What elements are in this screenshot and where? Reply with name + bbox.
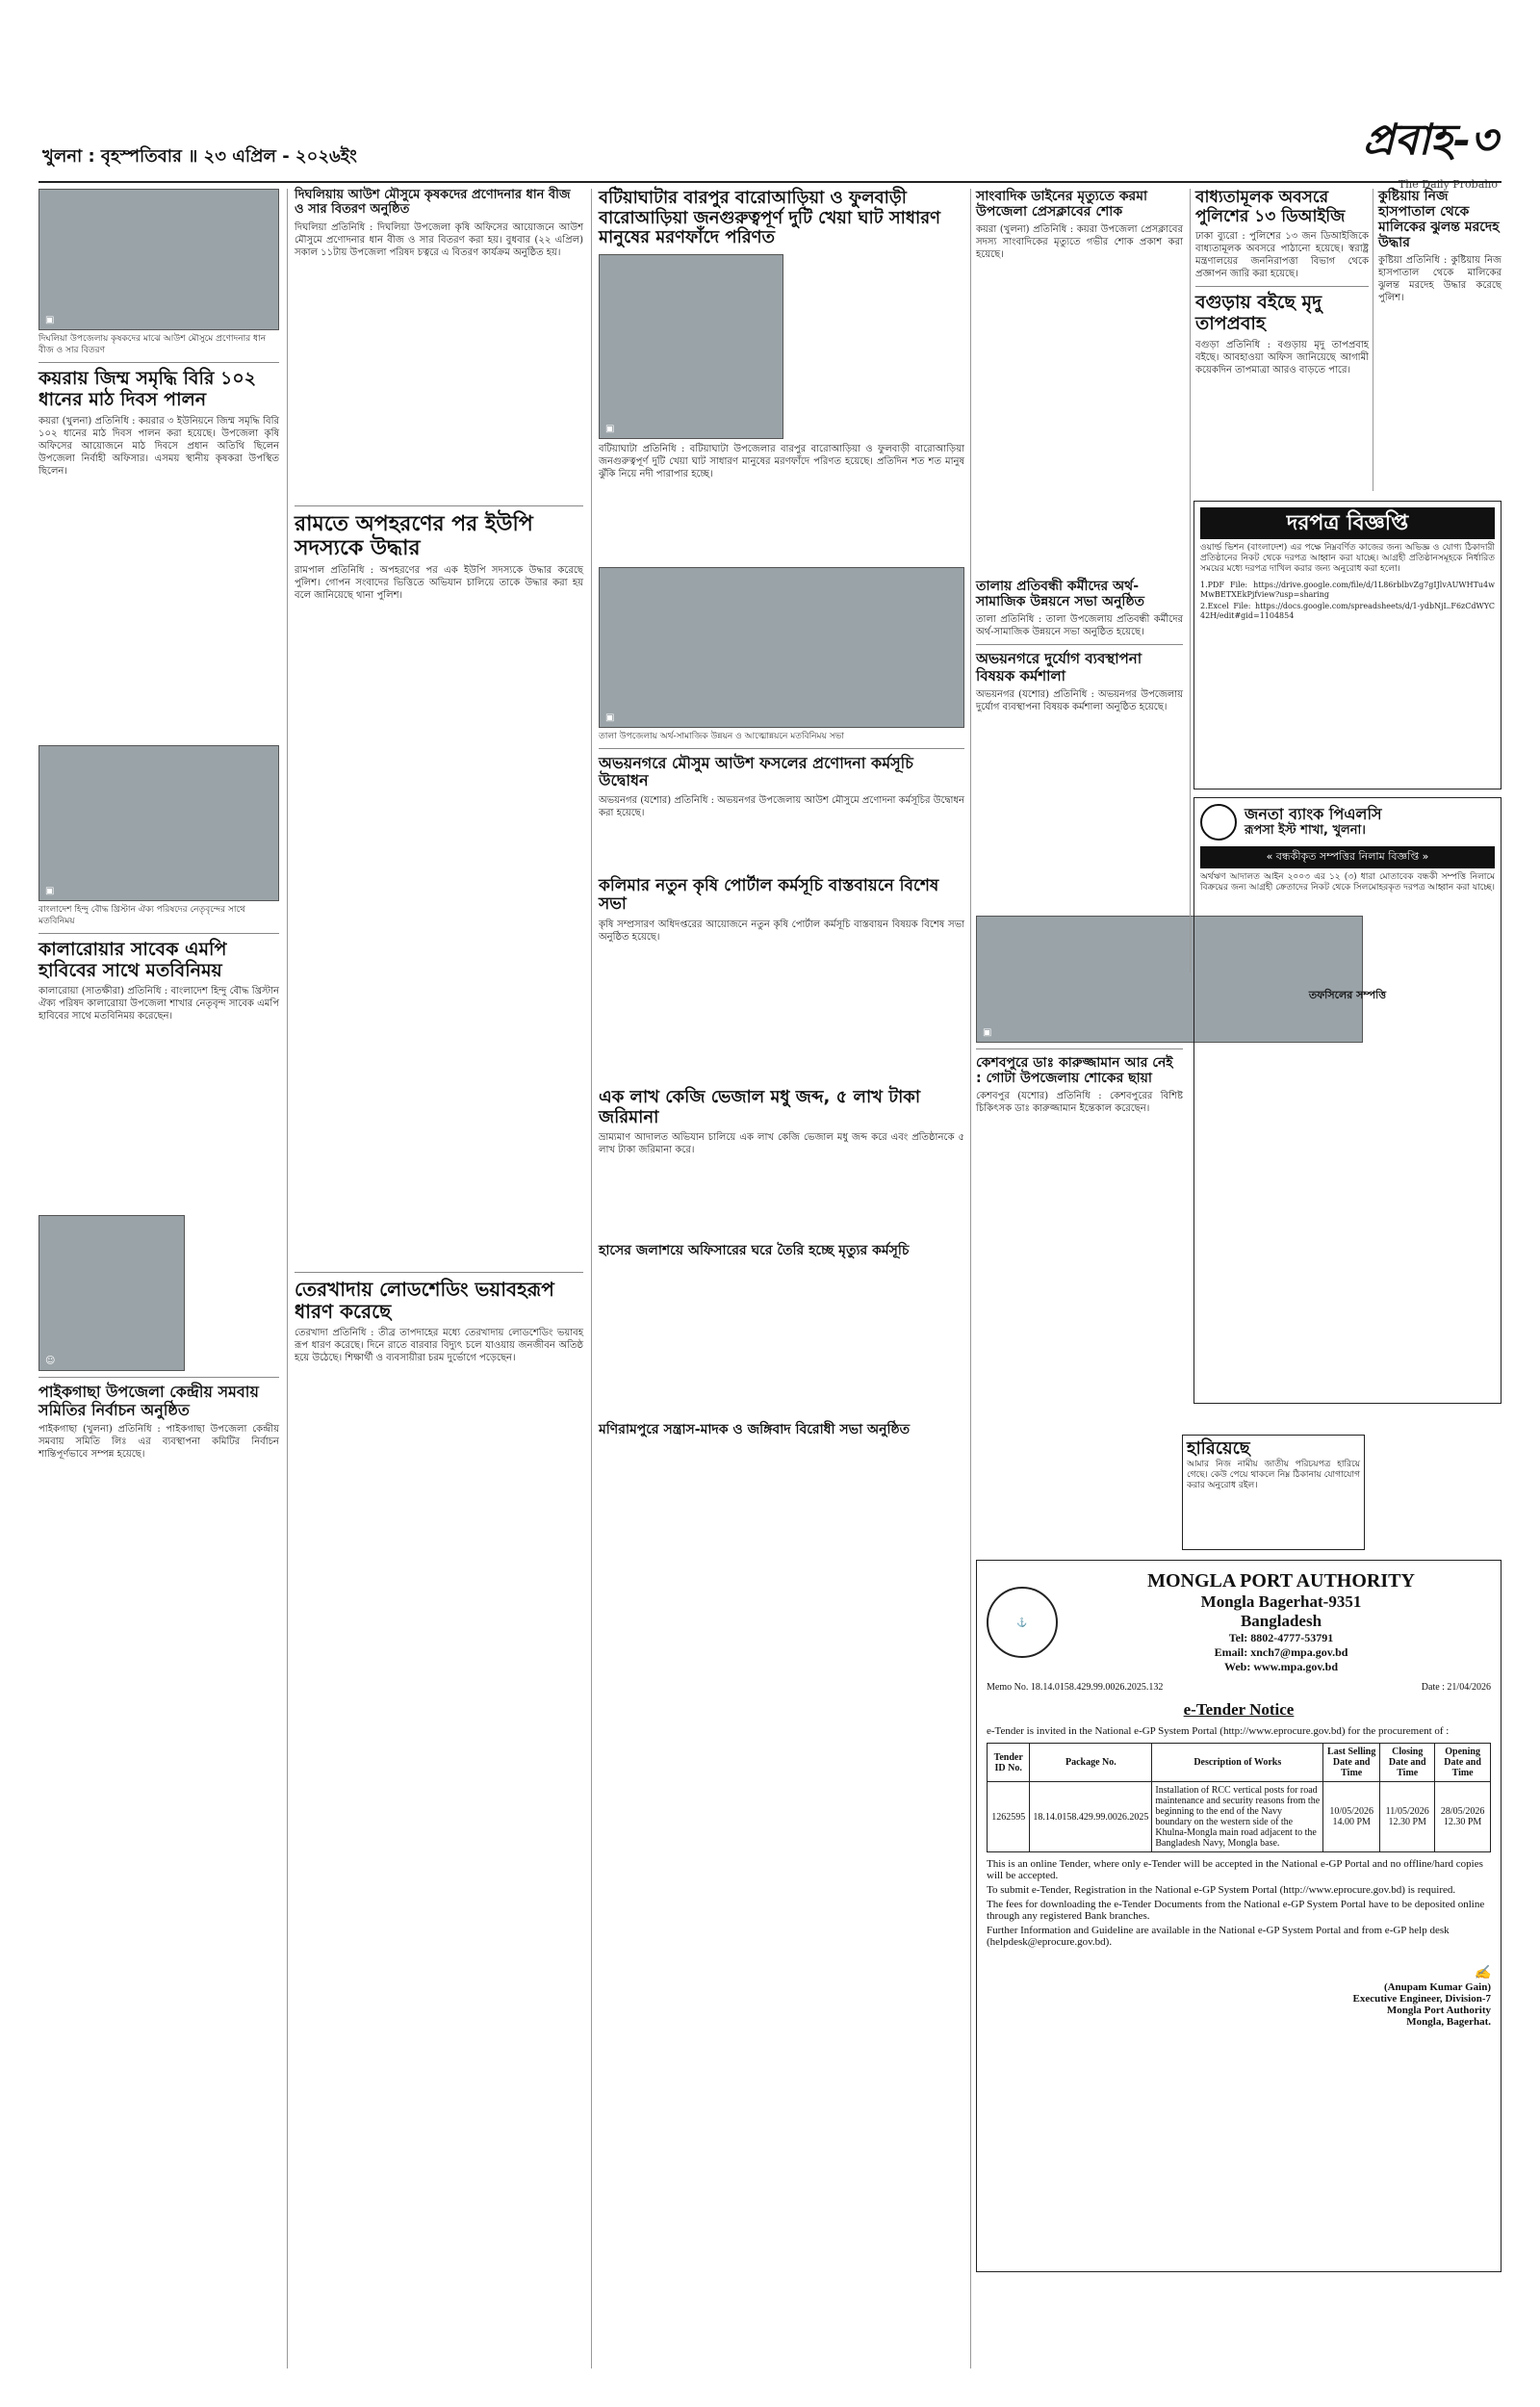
signer-place: Mongla, Bagerhat. [1406, 2016, 1491, 2028]
table-header: Closing Date and Time [1380, 1744, 1435, 1782]
headline: তেরখাদায় লোডশেডিং ভয়াবহরূপ ধারণ করেছে [295, 1278, 554, 1324]
bank-header [1200, 804, 1495, 841]
bank-schedule-title: তফসিলের সম্পত্তি [1308, 989, 1387, 1001]
photo-caption: বাংলাদেশ হিন্দু বৌদ্ধ খ্রিস্টান ঐক্য পরিষদের নেতৃবৃন্দের সাথে মতবিনিময় [38, 904, 245, 926]
article-body: ঢাকা ব্যুরো : পুলিশের ১৩ জন ডিআইজিকে বাধ্যতামূলক অবসরে পাঠানো হয়েছে। স্বরাষ্ট্র মন্ত্রণালয়ের জননিরাপত্তা বিভাগ থেকে প্রজ্ঞাপন জারি করা হয়েছে। [1195, 231, 1369, 280]
mpa-note: This is an online Tender, where only e-Tender will be accepted in the National e-GP Portal and no offline/hard copies will be accepted. [987, 1858, 1483, 1881]
headline: কুষ্টিয়ায় নিজ হাসপাতাল থেকে মালিকের ঝুলন্ত মরদেহ উদ্ধার [1378, 189, 1500, 251]
photo-tala-meeting: ▣ [599, 567, 964, 728]
headline: কয়রায় জিম্ম সমৃদ্ধি বিরি ১০২ ধানের মাঠ দিবস পালন [38, 368, 257, 410]
mpa-memo: Memo No. 18.14.0158.429.99.0026.2025.132 [987, 1682, 1164, 1693]
headline: বাধ্যতামূলক অবসরে পুলিশের ১৩ ডিআইজি [1195, 188, 1346, 226]
dateline: খুলনা : বৃহস্পতিবার ॥ ২৩ এপ্রিল - ২০২৬ইং [42, 146, 357, 167]
mpa-country: Bangladesh [1240, 1612, 1322, 1630]
portrait-photo: ☺ [38, 1215, 185, 1371]
article-body: কুষ্টিয়া প্রতিনিধি : কুষ্টিয়ায় নিজ হাসপাতাল থেকে মালিকের ঝুলন্ত মরদেহ উদ্ধার করেছে পুলিশ। [1378, 255, 1502, 304]
headline: তালায় প্রতিবন্ধী কর্মীদের অর্থ-সামাজিক উন্নয়নে সভা অনুষ্ঠিত [976, 579, 1145, 610]
headline: সাংবাদিক ডাইনের মৃত্যুতে করমা উপজেলা প্রেসক্লাবের শোক [976, 189, 1148, 220]
article-body: তালা প্রতিনিধি : তালা উপজেলায় প্রতিবন্ধী কর্মীদের অর্থ-সামাজিক উন্নয়নে সভা অনুষ্ঠিত হয়েছে। [976, 614, 1183, 638]
article-body: অভয়নগর (যশোর) প্রতিনিধি : অভয়নগর উপজেলায় আউশ মৌসুমে প্রণোদনা কর্মসূচির উদ্বোধন করা হয়েছে। [599, 794, 964, 818]
column-6 [1378, 189, 1502, 304]
bank-auction-ad [1194, 797, 1502, 1404]
article-body: অভয়নগর (যশোর) প্রতিনিধি : অভয়নগর উপজেলায় দুর্যোগ ব্যবস্থাপনা বিষয়ক কর্মশালা অনুষ্ঠিত হয়েছে। [976, 688, 1183, 712]
photo-caption: দিঘলিয়া উপজেলায় কৃষকদের মাঝে আউশ মৌসুমে প্রণোদনার ধান বীজ ও সার বিতরণ [38, 334, 267, 355]
paper-name: প্রবাহ-৩ [1362, 116, 1498, 165]
article-body: বগুড়া প্রতিনিধি : বগুড়ায় মৃদু তাপপ্রবাহ বইছে। আবহাওয়া অফিস জানিয়েছে আগামী কয়েকদিন তাপমাত্রা আরও বাড়তে পারে। [1195, 339, 1369, 375]
table-header: Last Selling Date and Time [1323, 1744, 1380, 1782]
headline: পাইকগাছা উপজেলা কেন্দ্রীয় সমবায় সমিতির নির্বাচন অনুষ্ঠিত [38, 1383, 259, 1419]
mpa-address: Mongla Bagerhat-9351 [1200, 1592, 1362, 1611]
table-header: Package No. [1030, 1744, 1152, 1782]
table-cell: 28/05/2026 12.30 PM [1435, 1782, 1491, 1852]
mpa-web: Web: www.mpa.gov.bd [1223, 1660, 1339, 1673]
headline: কলিমার নতুন কৃষি পোর্টাল কর্মসূচি বাস্তবায়নে বিশেষ সভা [599, 875, 939, 915]
mpa-note: The fees for downloading the e-Tender Documents from the National e-GP System Portal have to be deposited online through any registered Bank branches. [987, 1899, 1485, 1922]
tender-link[interactable]: 1.PDF File: https://drive.google.com/file/d/1L86rblbvZg7gIJlvAUWHTu4wMwBETXEkPjfview?usp=sharing [1200, 581, 1495, 600]
headline: এক লাখ কেজি ভেজাল মধু জব্দ, ৫ লাখ টাকা জরিমানা [599, 1086, 921, 1127]
headline: হাসের জলাশয়ে অফিসারের ঘরে তৈরি হচ্ছে মৃত্যুর কর্মসূচি [599, 1243, 910, 1259]
column-1 [38, 189, 279, 1461]
tender-body: ওয়ার্ল্ড ভিশন (বাংলাদেশ) এর পক্ষে নিম্নবর্ণিত কাজের জন্য অভিজ্ঞ ও যোগ্য ঠিকাদারী প্রতিষ্ঠানের নিকট থেকে দরপত্র আহ্বান করা যাচ্ছে। আগ্রহী প্রতিষ্ঠানসমূহকে নির্ধারিত সময়ের মধ্যে দরপত্র দাখিল করার জন্য অনুরোধ করা হলো। [1200, 543, 1495, 575]
column-3 [599, 189, 964, 1438]
mpa-note: Further Information and Guideline are available in the National e-GP System Portal and from e-GP help desk (helpdesk@eprocure.gov.bd). [987, 1925, 1450, 1948]
bank-body: অর্থঋণ আদালত আইন ২০০৩ এর ১২ (৩) ধারা মোতাবেক বন্ধকী সম্পত্তি নিলামে বিক্রয়ের জন্য আগ্রহী ক্রেতাদের নিকট থেকে সিলমোহরকৃত দরপত্র আহ্বান করা যাচ্ছে। [1200, 872, 1496, 893]
table-header: Tender ID No. [988, 1744, 1030, 1782]
mpa-seal-icon: ⚓ [987, 1587, 1058, 1658]
lost-body: আমার নিজ নামীয় জাতীয় পরিচয়পত্র হারিয়ে গেছে। কেউ পেয়ে থাকলে নিম্ন ঠিকানায় যোগাযোগ করার অনুরোধ রইল। [1187, 1459, 1360, 1490]
masthead [1363, 108, 1498, 191]
header-rule [38, 181, 1502, 183]
column-rule [970, 189, 971, 2368]
headline: কেশবপুরে ডাঃ কারুজ্জামান আর নেই : গোটা উপজেলায় শোকের ছায়া [976, 1054, 1173, 1086]
article-body: পাইকগাছা (খুলনা) প্রতিনিধি : পাইকগাছা উপজেলা কেন্দ্রীয় সমবায় সমিতি লিঃ এর ব্যবস্থাপনা কমিটির নির্বাচন শান্তিপূর্ণভাবে সম্পন্ন হয়েছে। [38, 1424, 279, 1461]
mpa-intro: e-Tender is invited in the National e-GP System Portal (http://www.eprocure.gov.bd) for the procurement of : [987, 1725, 1450, 1737]
column-4 [976, 189, 1183, 1115]
headline: রামতে অপহরণের পর ইউপি সদস্যকে উদ্ধার [295, 511, 533, 561]
headline: বগুড়ায় বইছে মৃদু তাপপ্রবাহ [1195, 292, 1322, 334]
signature-mark-icon: ✍ [1474, 1966, 1491, 1980]
table-cell: 11/05/2026 12.30 PM [1380, 1782, 1435, 1852]
bank-branch: রূপসা ইস্ট শাখা, খুলনা। [1245, 822, 1366, 838]
photo-seed-distribution: ▣ [38, 189, 279, 330]
table-header: Description of Works [1152, 1744, 1323, 1782]
mpa-note: To submit e-Tender, Registration in the National e-GP System Portal (http://www.eprocure.gov.bd) is required. [987, 1884, 1456, 1896]
article-body: কৃষি সম্প্রসারণ অধিদপ্তরের আয়োজনে নতুন কৃষি পোর্টাল কর্মসূচি বাস্তবায়ন বিষয়ক বিশেষ সভা অনুষ্ঠিত হয়েছে। [599, 919, 964, 943]
signer-name: (Anupam Kumar Gain) [1383, 1981, 1491, 1993]
tender-link[interactable]: 2.Excel File: https://docs.google.com/spreadsheets/d/1-ydbNjL.F6zCdWYC42H/edit#gid=1104854 [1200, 602, 1495, 621]
article-body: বটিয়াঘাটা প্রতিনিধি : বটিয়াঘাটা উপজেলার বারপুর বারোআড়িয়া ও ফুলবাড়ী বারোআড়িয়া জনগুরুত্বপূর্ণ দুটি খেয়া ঘাট সাধারণ মানুষের মরণফাঁদে পরিণত হয়েছে। প্রতিদিন শত শত মানুষ ঝুঁকি নিয়ে নদী পারাপার হচ্ছে। [599, 444, 964, 480]
headline: অভয়নগরে মৌসুম আউশ ফসলের প্রণোদনা কর্মসূচি উদ্বোধন [599, 754, 913, 790]
bank-logo-icon [1200, 804, 1237, 841]
spacer [295, 602, 583, 1266]
article-body: তেরখাদা প্রতিনিধি : তীব্র তাপদাহের মধ্যে তেরখাদায় লোডশেডিং ভয়াবহ রূপ ধারণ করেছে। দিনে রাতে বারবার বিদ্যুৎ চলে যাওয়ায় জনজীবন অতিষ্ঠ হয়ে উঠেছে। শিক্ষার্থী ও ব্যবসায়ীরা চরম দুর্ভোগে পড়েছেন। [295, 1328, 583, 1364]
table-header: Opening Date and Time [1435, 1744, 1491, 1782]
article-body: ভ্রাম্যমাণ আদালত অভিযান চালিয়ে এক লাখ কেজি ভেজাল মধু জব্দ করে এবং প্রতিষ্ঠানকে ৫ লাখ টাকা জরিমানা করে। [599, 1132, 964, 1156]
headline: কালারোয়ার সাবেক এমপি হাবিবের সাথে মতবিনিময় [38, 938, 227, 981]
mpa-email: Email: xnch7@mpa.gov.bd [1214, 1645, 1348, 1659]
column-rule [1190, 189, 1191, 972]
tender-ad [1194, 501, 1502, 789]
table-cell: 10/05/2026 14.00 PM [1323, 1782, 1380, 1852]
article-continuation [38, 478, 279, 738]
bank-notice-title: « বন্ধকীকৃত সম্পত্তির নিলাম বিজ্ঞপ্তি » [1200, 846, 1495, 868]
photo-ferry-ghat: ▣ [599, 254, 783, 439]
mpa-memo-row [987, 1682, 1491, 1693]
lost-notice [1182, 1435, 1365, 1550]
article-body: কয়রা (খুলনা) প্রতিনিধি : কয়রার ৩ ইউনিয়নে জিম্ম সমৃদ্ধি বিরি ১০২ ধানের মাঠ দিবস পালন করা হয়েছে। উপজেলা কৃষি অফিসের আয়োজনে মাঠ দিবসে প্রধান অতিথি ছিলেন উপজেলা নির্বাহী অফিসার। এসময় স্থানীয় কৃষকরা উপস্থিত ছিলেন। [38, 415, 279, 477]
headline: মণিরামপুরে সন্ত্রাস-মাদক ও জঙ্গিবাদ বিরোধী সভা অনুষ্ঠিত [599, 1422, 911, 1438]
column-rule [287, 189, 288, 2368]
article-body: কয়রা (খুলনা) প্রতিনিধি : কয়রা উপজেলা প্রেসক্লাবের সদস্য সাংবাদিকের মৃত্যুতে গভীর শোক প্রকাশ করা হয়েছে। [976, 224, 1183, 261]
table-cell: 1262595 [988, 1782, 1030, 1852]
signer-org: Mongla Port Authority [1386, 2005, 1491, 2016]
mpa-tel: Tel: 8802-4777-53791 [1228, 1631, 1334, 1644]
article-body: দিঘলিয়া প্রতিনিধি : দিঘলিয়া উপজেলা কৃষি অফিসের আয়োজনে আউশ মৌসুমে প্রণোদনার ধান বীজ ও সার বিতরণ করা হয়। বুধবার (২২ এপ্রিল) সকাল ১১টায় উপজেলা পরিষদ চত্বরে এ বিতরণ কার্যক্রম অনুষ্ঠিত হয়। [295, 221, 583, 258]
article-body: কেশবপুর (যশোর) প্রতিনিধি : কেশবপুরের বিশিষ্ট চিকিৎসক ডাঃ কারুজ্জামান ইন্তেকাল করেছেন। [976, 1091, 1183, 1115]
spacer [599, 480, 964, 567]
article-body: রামপাল প্রতিনিধি : অপহরণের পর এক ইউপি সদস্যকে উদ্ধার করেছে পুলিশ। গোপন সংবাদের ভিত্তিতে অভিযান চালিয়ে তাকে উদ্ধার করা হয় বলে জানিয়েছে থানা পুলিশ। [295, 565, 583, 602]
mpa-signature [987, 1965, 1491, 2028]
table-cell: Installation of RCC vertical posts for road maintenance and security reasons from the beginning to the end of the Navy boundary on the western side of the Khulna-Mongla main road adjacent to the Bangladesh Navy, Mongla base. [1152, 1782, 1323, 1852]
article-body: কালারোয়া (সাতক্ষীরা) প্রতিনিধি : বাংলাদেশ হিন্দু বৌদ্ধ খ্রিস্টান ঐক্য পরিষদ কালারোয়া উপজেলা শাখার নেতৃবৃন্দ সাবেক এমপি হাবিবের সাথে মতবিনিময় করেছেন। [38, 986, 279, 1022]
headline: দিঘলিয়ায় আউশ মৌসুমে কৃষকদের প্রণোদনার ধান বীজ ও সার বিতরণ অনুষ্ঠিত [295, 188, 571, 217]
table-header-row [988, 1744, 1491, 1782]
headline: অভয়নগরে দুর্যোগ ব্যবস্থাপনা বিষয়ক কর্মশালা [976, 650, 1142, 685]
signer-title: Executive Engineer, Division-7 [1352, 1993, 1491, 2005]
bank-name: জনতা ব্যাংক পিএলসি [1245, 805, 1382, 824]
mpa-date: Date : 21/04/2026 [1421, 1682, 1491, 1693]
spacer [295, 259, 583, 500]
mpa-header [987, 1570, 1491, 1674]
paper-subtitle: The Daily Probaho [1398, 178, 1498, 191]
headline: বটিয়াঘাটার বারপুর বারোআড়িয়া ও ফুলবাড়ী বারোআড়িয়া জনগুরুত্বপূর্ণ দুটি খেয়া ঘাট সাধারণ মানুষের মরণফাঁদে পরিণত [599, 188, 940, 248]
column-5 [1195, 189, 1369, 376]
mongla-port-ad [976, 1560, 1502, 2272]
table-cell: 18.14.0158.429.99.0026.2025 [1030, 1782, 1152, 1852]
mpa-name: MONGLA PORT AUTHORITY [1147, 1570, 1415, 1592]
column-rule [591, 189, 592, 2368]
photo-caption: তালা উপজেলায় অর্থ-সামাজিক উন্নয়ন ও আত্মোন্নয়নে মতবিনিময় সভা [599, 732, 844, 742]
mpa-notice-title: e-Tender Notice [1183, 1700, 1295, 1719]
table-row [988, 1782, 1491, 1852]
photo-meeting: ▣ [38, 745, 279, 901]
lost-title: হারিয়েছে [1187, 1438, 1250, 1459]
photo-keshabpur: ▣ [976, 916, 1363, 1043]
spacer [38, 1022, 279, 1215]
column-2 [295, 189, 583, 1364]
tender-table [987, 1743, 1491, 1852]
tender-title: দরপত্র বিজ্ঞপ্তি [1200, 507, 1495, 539]
